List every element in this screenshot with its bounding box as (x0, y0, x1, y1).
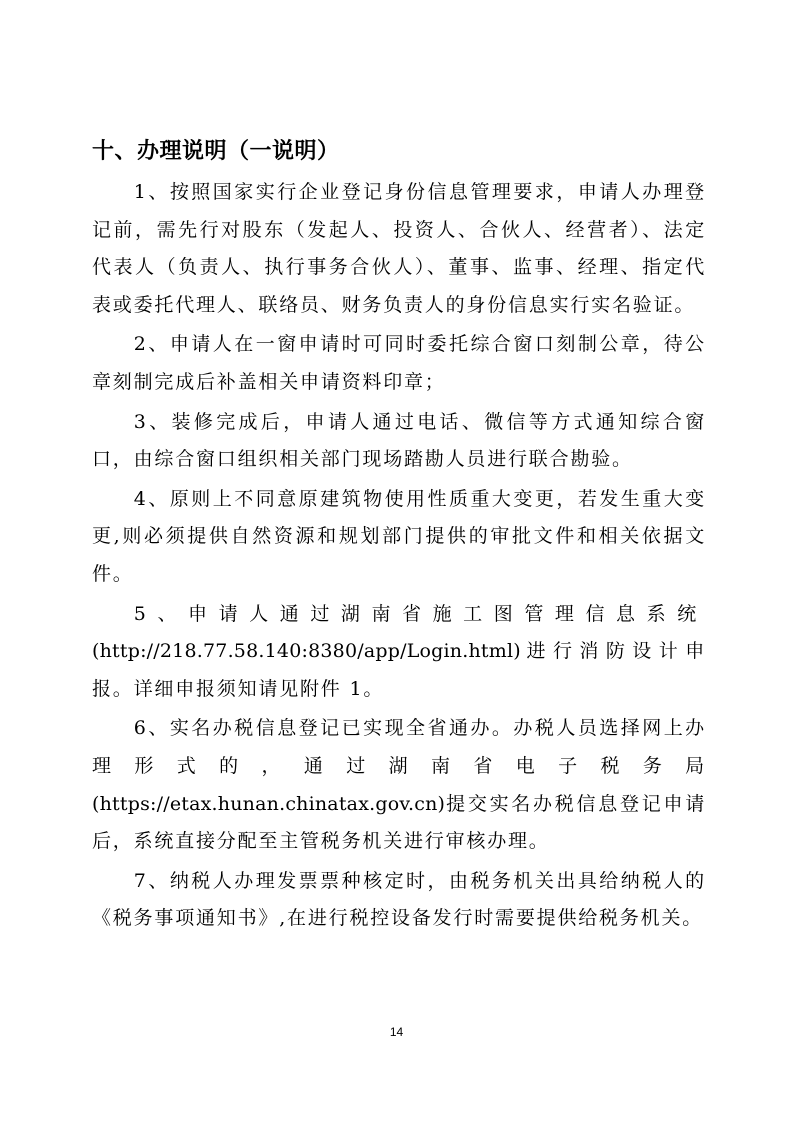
page-number: 14 (389, 1025, 404, 1039)
paragraph-4: 4、原则上不同意原建筑物使用性质重大变更，若发生重大变更,则必须提供自然资源和规划部门提供的审批文件和相关依据文件。 (92, 487, 706, 585)
section-heading: 十、办理说明（一说明） (92, 139, 340, 164)
paragraph-6-lead: 6、实名办税信息登记已实现全省通办。办税人员选择网上办理形式的，通过湖南省电子税务局 (92, 717, 706, 777)
paragraph-5-rest: 进行消防设计申报。详细申报须知请见附件 1。 (92, 640, 706, 700)
section-body (92, 174, 706, 938)
paragraph-5-lead: 5、申请人通过湖南省施工图管理信息系统 (133, 602, 706, 625)
paragraph-6 (92, 710, 706, 860)
paragraph-1: 1、按照国家实行企业登记身份信息管理要求，申请人办理登记前，需先行对股东（发起人、投资人、合伙人、经营者）、法定代表人（负责人、执行事务合伙人）、董事、监事、经理、指定代表或委托代理人、联络员、财务负责人的身份信息实行实名验证。 (92, 181, 706, 316)
etax-url: (https://etax.hunan.chinatax.gov.cn) (92, 792, 446, 815)
paragraph-3: 3、装修完成后，申请人通过电话、微信等方式通知综合窗口，由综合窗口组织相关部门现场踏勘人员进行联合勘验。 (92, 410, 706, 471)
fire-design-system-url: (http://218.77.58.140:8380/app/Login.html) (92, 640, 521, 663)
paragraph-6-rest: 提交实名办税信息登记申请后，系统直接分配至主管税务机关进行审核办理。 (92, 792, 706, 853)
paragraph-2: 2、申请人在一窗申请时可同时委托综合窗口刻制公章，待公章刻制完成后补盖相关申请资料印章； (92, 333, 706, 393)
paragraph-5 (92, 596, 706, 709)
paragraph-7: 7、纳税人办理发票票种核定时，由税务机关出具给纳税人的《税务事项通知书》,在进行税控设备发行时需要提供给税务机关。 (92, 869, 706, 930)
